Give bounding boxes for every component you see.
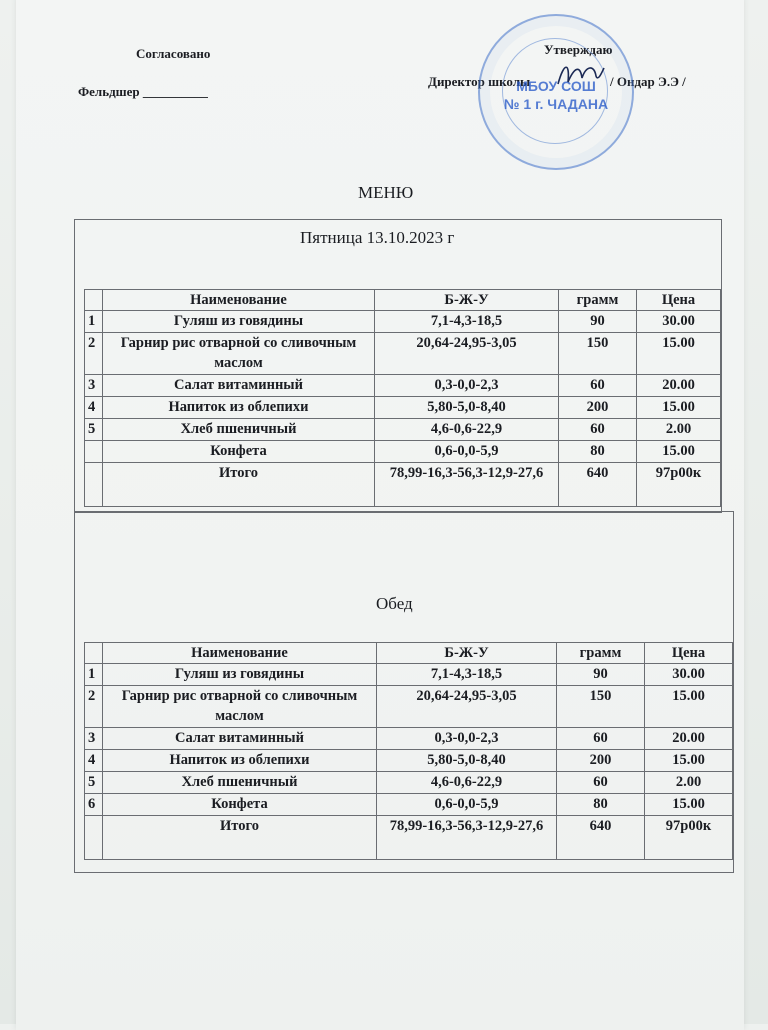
table-row (85, 728, 733, 750)
stamp-line-1: МБОУ СОШ (516, 78, 596, 94)
table-row (85, 397, 721, 419)
dish-price: 20.00 (645, 728, 733, 750)
dish-price: 15.00 (645, 750, 733, 772)
table-row (85, 419, 721, 441)
table-row (85, 664, 733, 686)
dish-gram: 60 (557, 772, 645, 794)
dish-price: 30.00 (645, 664, 733, 686)
dish-bju: 5,80-5,0-8,40 (375, 397, 559, 419)
dish-bju: 4,6-0,6-22,9 (375, 419, 559, 441)
row-num: 4 (85, 750, 103, 772)
dish-name: Гуляш из говядины (103, 311, 375, 333)
dish-bju: 4,6-0,6-22,9 (377, 772, 557, 794)
row-num: 5 (85, 772, 103, 794)
dish-name: Гарнир рис отварной со сливочным маслом (103, 686, 377, 728)
dish-bju: 5,80-5,0-8,40 (377, 750, 557, 772)
dish-bju: 7,1-4,3-18,5 (375, 311, 559, 333)
total-bju: 78,99-16,3-56,3-12,9-27,6 (377, 816, 557, 860)
dish-gram: 200 (557, 750, 645, 772)
dish-bju: 20,64-24,95-3,05 (375, 333, 559, 375)
total-gram: 640 (559, 463, 637, 507)
approved-label: Согласовано (136, 46, 211, 61)
director-signature-icon (556, 58, 606, 92)
confirm-label: Утверждаю (544, 42, 613, 57)
dish-gram: 60 (557, 728, 645, 750)
total-gram: 640 (557, 816, 645, 860)
menu-title: МЕНЮ (358, 183, 414, 202)
dish-bju: 20,64-24,95-3,05 (377, 686, 557, 728)
row-num (85, 441, 103, 463)
dish-price: 2.00 (645, 772, 733, 794)
dish-price: 15.00 (637, 333, 721, 375)
table-header-row (85, 643, 733, 664)
total-price: 97р00к (637, 463, 721, 507)
col-bju-header: Б-Ж-У (375, 290, 559, 311)
row-num: 4 (85, 397, 103, 419)
col-name-header: Наименование (103, 643, 377, 664)
row-num: 2 (85, 333, 103, 375)
dish-price: 20.00 (637, 375, 721, 397)
row-num (85, 816, 103, 860)
day-title: Пятница 13.10.2023 г (300, 228, 455, 247)
row-num: 2 (85, 686, 103, 728)
director-label: Директор школы (428, 74, 531, 89)
row-num: 3 (85, 375, 103, 397)
dish-name: Хлеб пшеничный (103, 419, 375, 441)
total-bju: 78,99-16,3-56,3-12,9-27,6 (375, 463, 559, 507)
dish-name: Напиток из облепихи (103, 397, 375, 419)
menu-table-2 (84, 642, 733, 860)
stamp-line-2: № 1 г. ЧАДАНА (503, 96, 609, 112)
dish-gram: 150 (559, 333, 637, 375)
total-row (85, 463, 721, 507)
feldsher-signature-line: Фельдшер __________ (78, 84, 208, 99)
total-label: Итого (103, 463, 375, 507)
dish-gram: 90 (557, 664, 645, 686)
dish-bju: 0,6-0,0-5,9 (377, 794, 557, 816)
col-bju-header: Б-Ж-У (377, 643, 557, 664)
dish-bju: 0,3-0,0-2,3 (377, 728, 557, 750)
dish-gram: 80 (557, 794, 645, 816)
dish-price: 15.00 (645, 794, 733, 816)
table-row (85, 794, 733, 816)
dish-gram: 80 (559, 441, 637, 463)
dish-price: 15.00 (637, 441, 721, 463)
dish-gram: 60 (559, 375, 637, 397)
dish-bju: 7,1-4,3-18,5 (377, 664, 557, 686)
header-num-cell (85, 290, 103, 311)
dish-price: 15.00 (637, 397, 721, 419)
row-num: 6 (85, 794, 103, 816)
table-row (85, 333, 721, 375)
dish-price: 30.00 (637, 311, 721, 333)
col-gram-header: грамм (559, 290, 637, 311)
dish-name: Напиток из облепихи (103, 750, 377, 772)
total-row (85, 816, 733, 860)
table-row (85, 441, 721, 463)
col-gram-header: грамм (557, 643, 645, 664)
row-num: 1 (85, 664, 103, 686)
menu-table-1 (84, 289, 721, 507)
table-row (85, 375, 721, 397)
dish-gram: 90 (559, 311, 637, 333)
table-row (85, 772, 733, 794)
lunch-title: Обед (376, 594, 413, 613)
table-row (85, 686, 733, 728)
dish-gram: 200 (559, 397, 637, 419)
table-header-row (85, 290, 721, 311)
row-num: 3 (85, 728, 103, 750)
dish-name: Гуляш из говядины (103, 664, 377, 686)
director-name: / Ондар Э.Э / (610, 74, 686, 89)
header-num-cell (85, 643, 103, 664)
row-num: 5 (85, 419, 103, 441)
dish-name: Конфета (103, 441, 375, 463)
dish-gram: 60 (559, 419, 637, 441)
dish-name: Салат витаминный (103, 728, 377, 750)
total-label: Итого (103, 816, 377, 860)
dish-name: Салат витаминный (103, 375, 375, 397)
row-num: 1 (85, 311, 103, 333)
dish-price: 15.00 (645, 686, 733, 728)
dish-gram: 150 (557, 686, 645, 728)
table-row (85, 750, 733, 772)
col-name-header: Наименование (103, 290, 375, 311)
dish-name: Хлеб пшеничный (103, 772, 377, 794)
col-price-header: Цена (637, 290, 721, 311)
dish-name: Конфета (103, 794, 377, 816)
col-price-header: Цена (645, 643, 733, 664)
table-row (85, 311, 721, 333)
total-price: 97р00к (645, 816, 733, 860)
school-stamp (478, 14, 634, 170)
dish-bju: 0,3-0,0-2,3 (375, 375, 559, 397)
dish-price: 2.00 (637, 419, 721, 441)
row-num (85, 463, 103, 507)
dish-name: Гарнир рис отварной со сливочным маслом (103, 333, 375, 375)
dish-bju: 0,6-0,0-5,9 (375, 441, 559, 463)
